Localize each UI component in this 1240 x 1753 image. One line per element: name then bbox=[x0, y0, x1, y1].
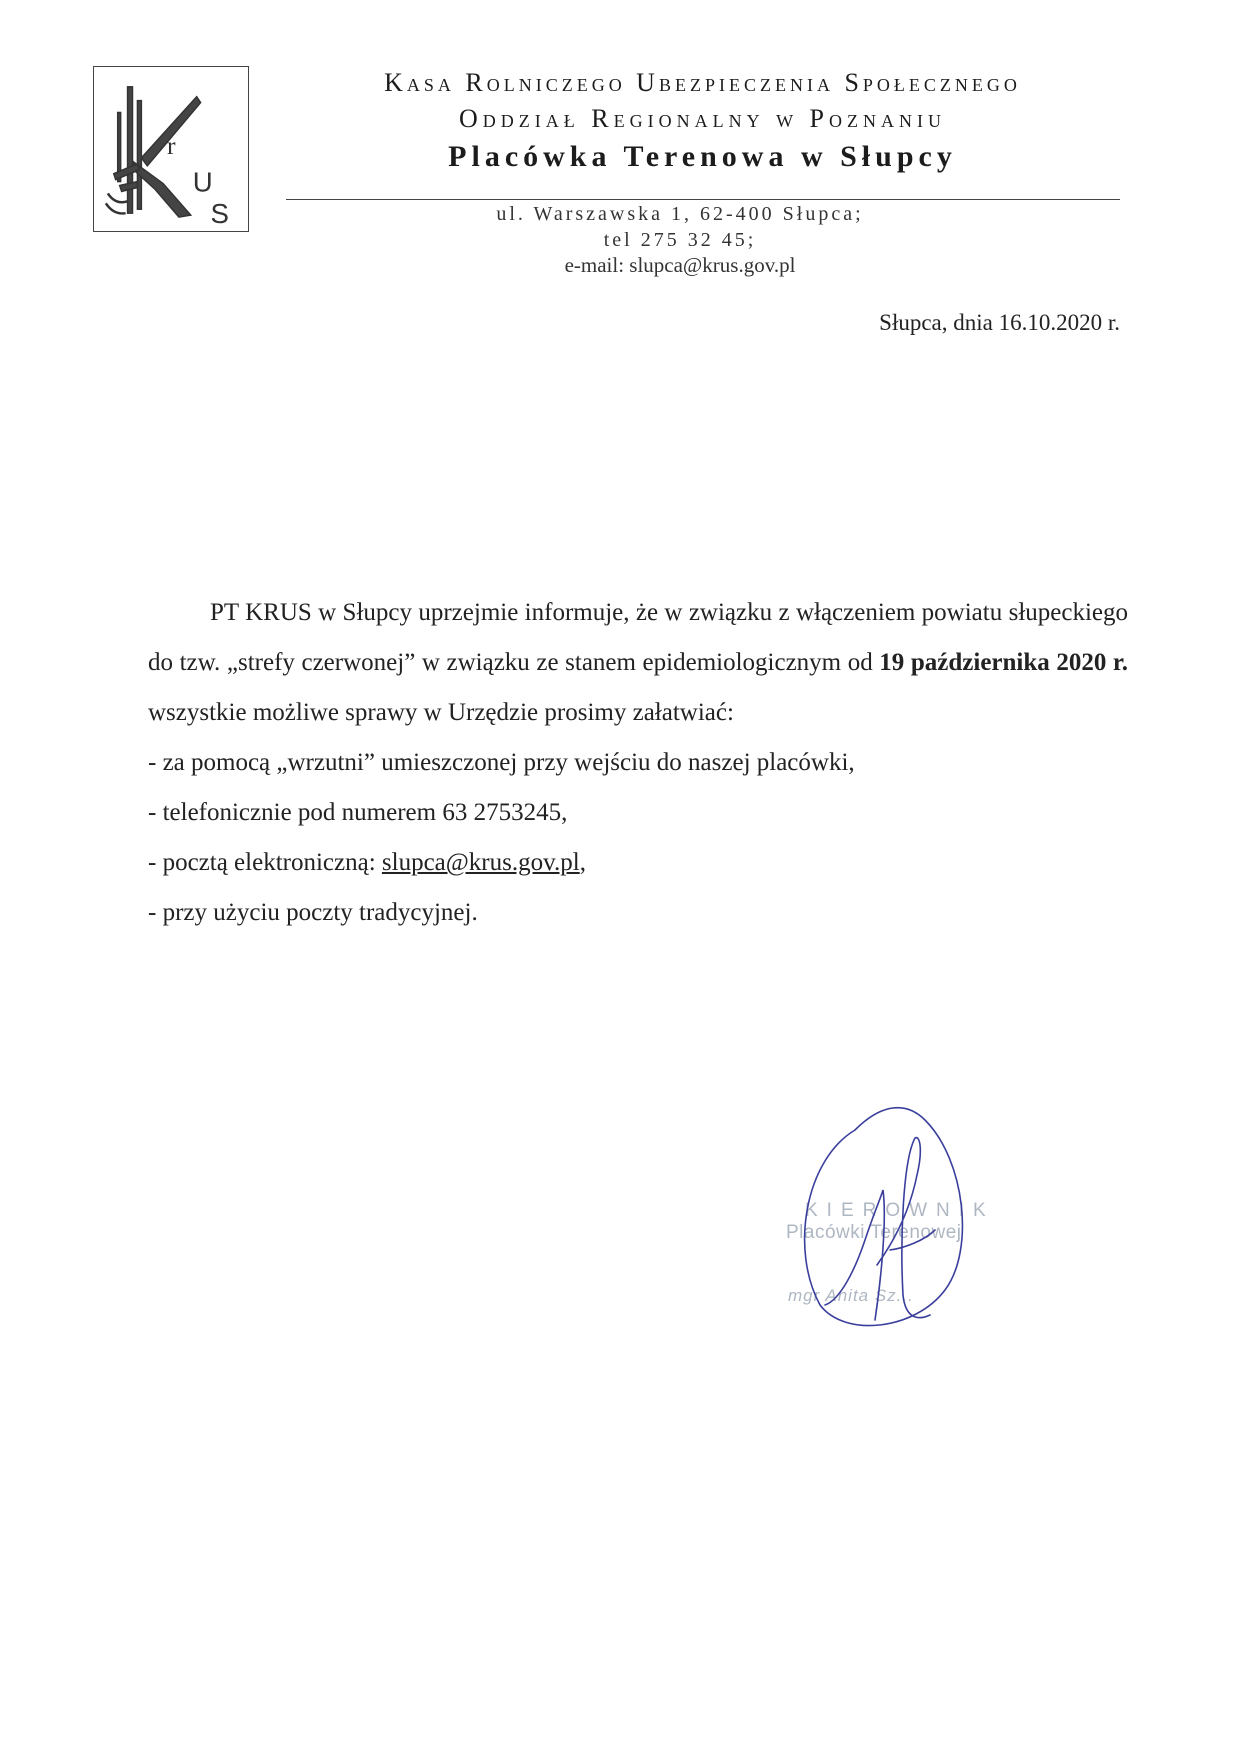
header-divider bbox=[286, 199, 1120, 200]
paragraph-date-bold: 19 października 2020 r. bbox=[879, 649, 1128, 676]
logo-letter-s: S bbox=[210, 198, 229, 230]
krus-logo-icon bbox=[94, 67, 248, 231]
list-item: - przy użyciu poczty tradycyjnej. bbox=[148, 899, 478, 926]
krus-logo bbox=[93, 66, 249, 232]
logo-letter-u: U bbox=[192, 166, 213, 198]
header-institution: Kasa Rolniczego Ubezpieczenia Społecznego bbox=[384, 68, 1021, 97]
stamp-office: Placówki Terenowej bbox=[786, 1222, 962, 1243]
handwritten-signature bbox=[785, 1090, 985, 1335]
header-regional-office: Oddział Regionalny w Poznaniu bbox=[458, 104, 946, 133]
list-item: - telefonicznie pod numerem 63 2753245, bbox=[148, 799, 568, 826]
contact-address: ul. Warszawska 1, 62-400 Słupca; bbox=[496, 203, 864, 225]
list-item-prefix: - pocztą elektroniczną: bbox=[148, 849, 382, 876]
paragraph-text-end: wszystkie możliwe sprawy w Urzędzie prosimy załatwiać: bbox=[148, 699, 734, 726]
header-branch: Placówka Terenowa w Słupcy bbox=[448, 140, 957, 173]
contact-methods-list bbox=[148, 738, 1128, 938]
letter-date: Słupca, dnia 16.10.2020 r. bbox=[879, 310, 1120, 335]
logo-letter-r: r bbox=[167, 130, 176, 160]
paragraph-text-start: PT KRUS w Słupcy uprzejmie informuje, że w związku z włączeniem powiatu słupeckiego do tzw. „strefy czerwonej” w związku ze stanem epidemiologicznym od bbox=[148, 599, 1128, 676]
signature-icon bbox=[785, 1090, 985, 1335]
contact-phone: tel 275 32 45; bbox=[603, 229, 757, 251]
letter-body bbox=[148, 588, 1128, 938]
list-item: - za pomocą „wrzutni” umieszczonej przy wejściu do naszej placówki, bbox=[148, 749, 855, 776]
announcement-paragraph bbox=[148, 588, 1128, 738]
stamp-title: KIEROWNIK bbox=[805, 1200, 995, 1221]
list-item-suffix: , bbox=[579, 849, 586, 876]
contact-email: e-mail: slupca@krus.gov.pl bbox=[564, 253, 796, 277]
list-item bbox=[148, 838, 1128, 888]
email-link[interactable]: slupca@krus.gov.pl bbox=[381, 849, 580, 876]
stamp-name: mgr Anita Sz... bbox=[788, 1286, 914, 1305]
